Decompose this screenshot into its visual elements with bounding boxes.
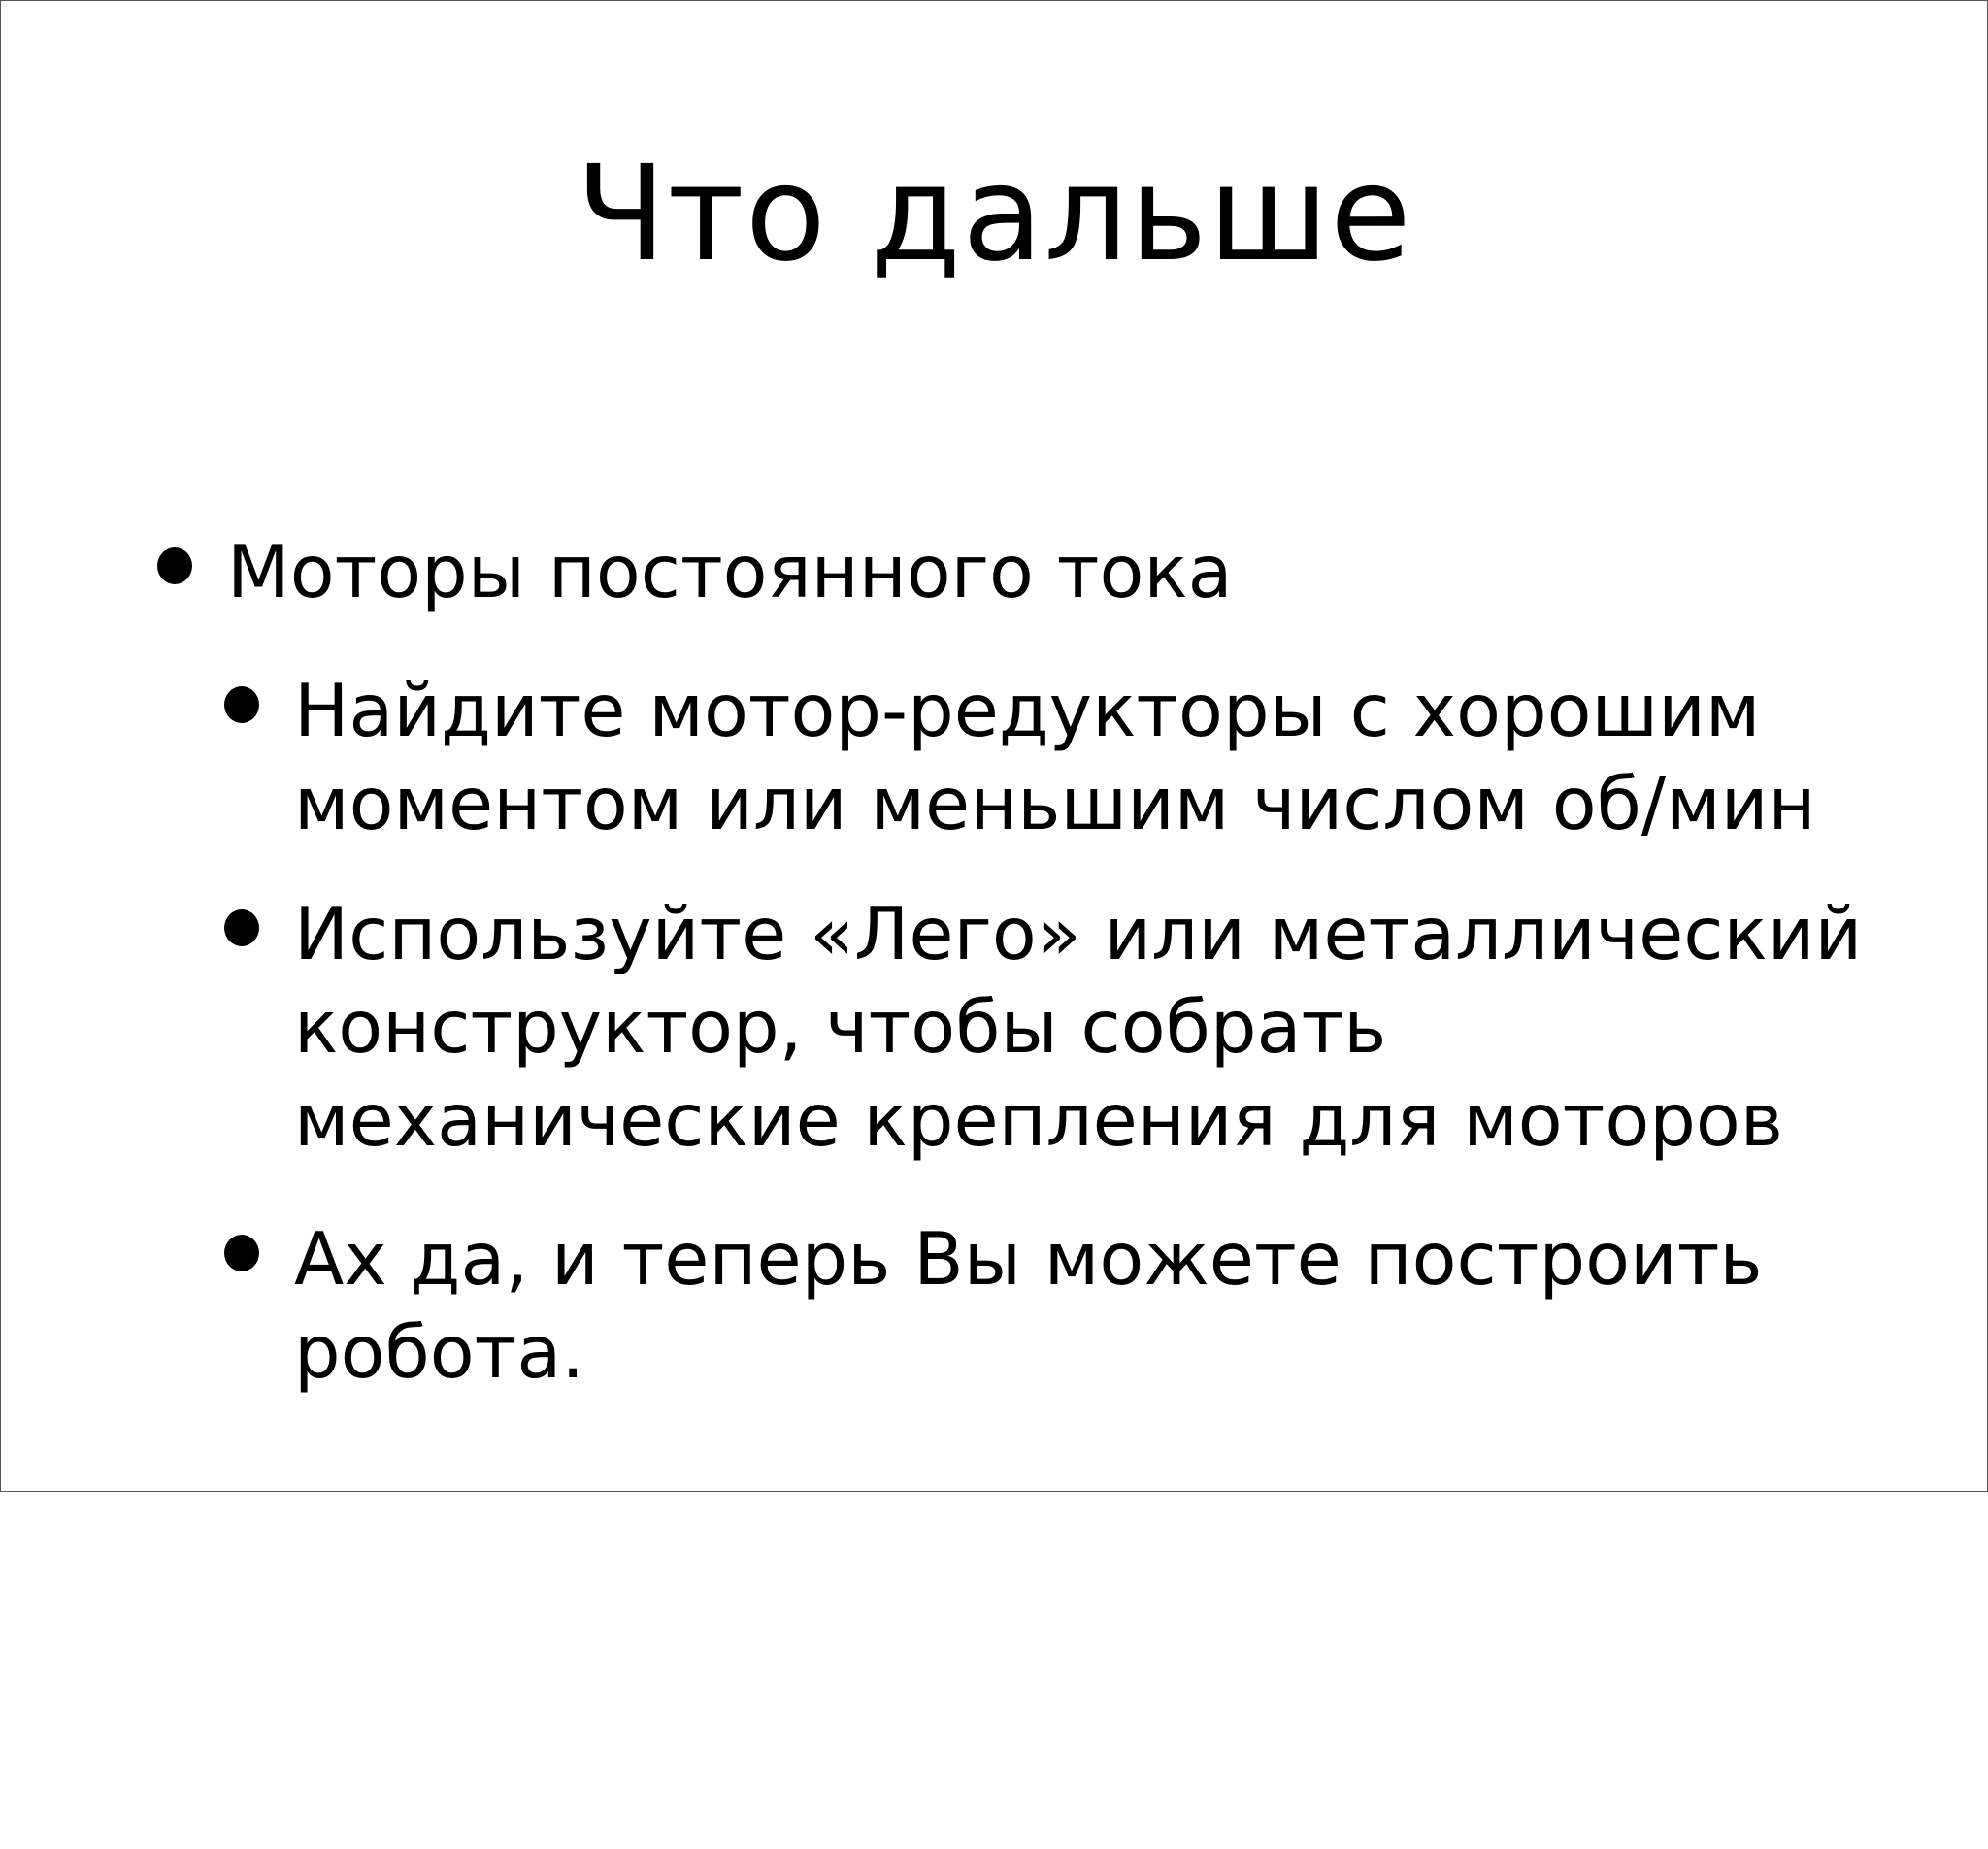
bullet-text-4: Ах да, и теперь Вы можете построить робота. — [294, 1216, 1763, 1395]
bullet-text-2: Найдите мотор-редукторы с хорошим моментом или меньшим числом об/мин — [294, 668, 1816, 846]
bullet-text-3: Используйте «Лего» или металлический конструктор, чтобы собрать механические крепления для моторов — [294, 891, 1863, 1163]
slide-title: Что дальше — [576, 138, 1412, 291]
bullet-point-icon — [224, 909, 259, 946]
bullet-point-icon — [224, 686, 259, 723]
bullet-point-icon — [157, 547, 192, 584]
bullet-point-icon — [224, 1235, 259, 1271]
bullet-text-1: Моторы постоянного тока — [227, 529, 1233, 614]
